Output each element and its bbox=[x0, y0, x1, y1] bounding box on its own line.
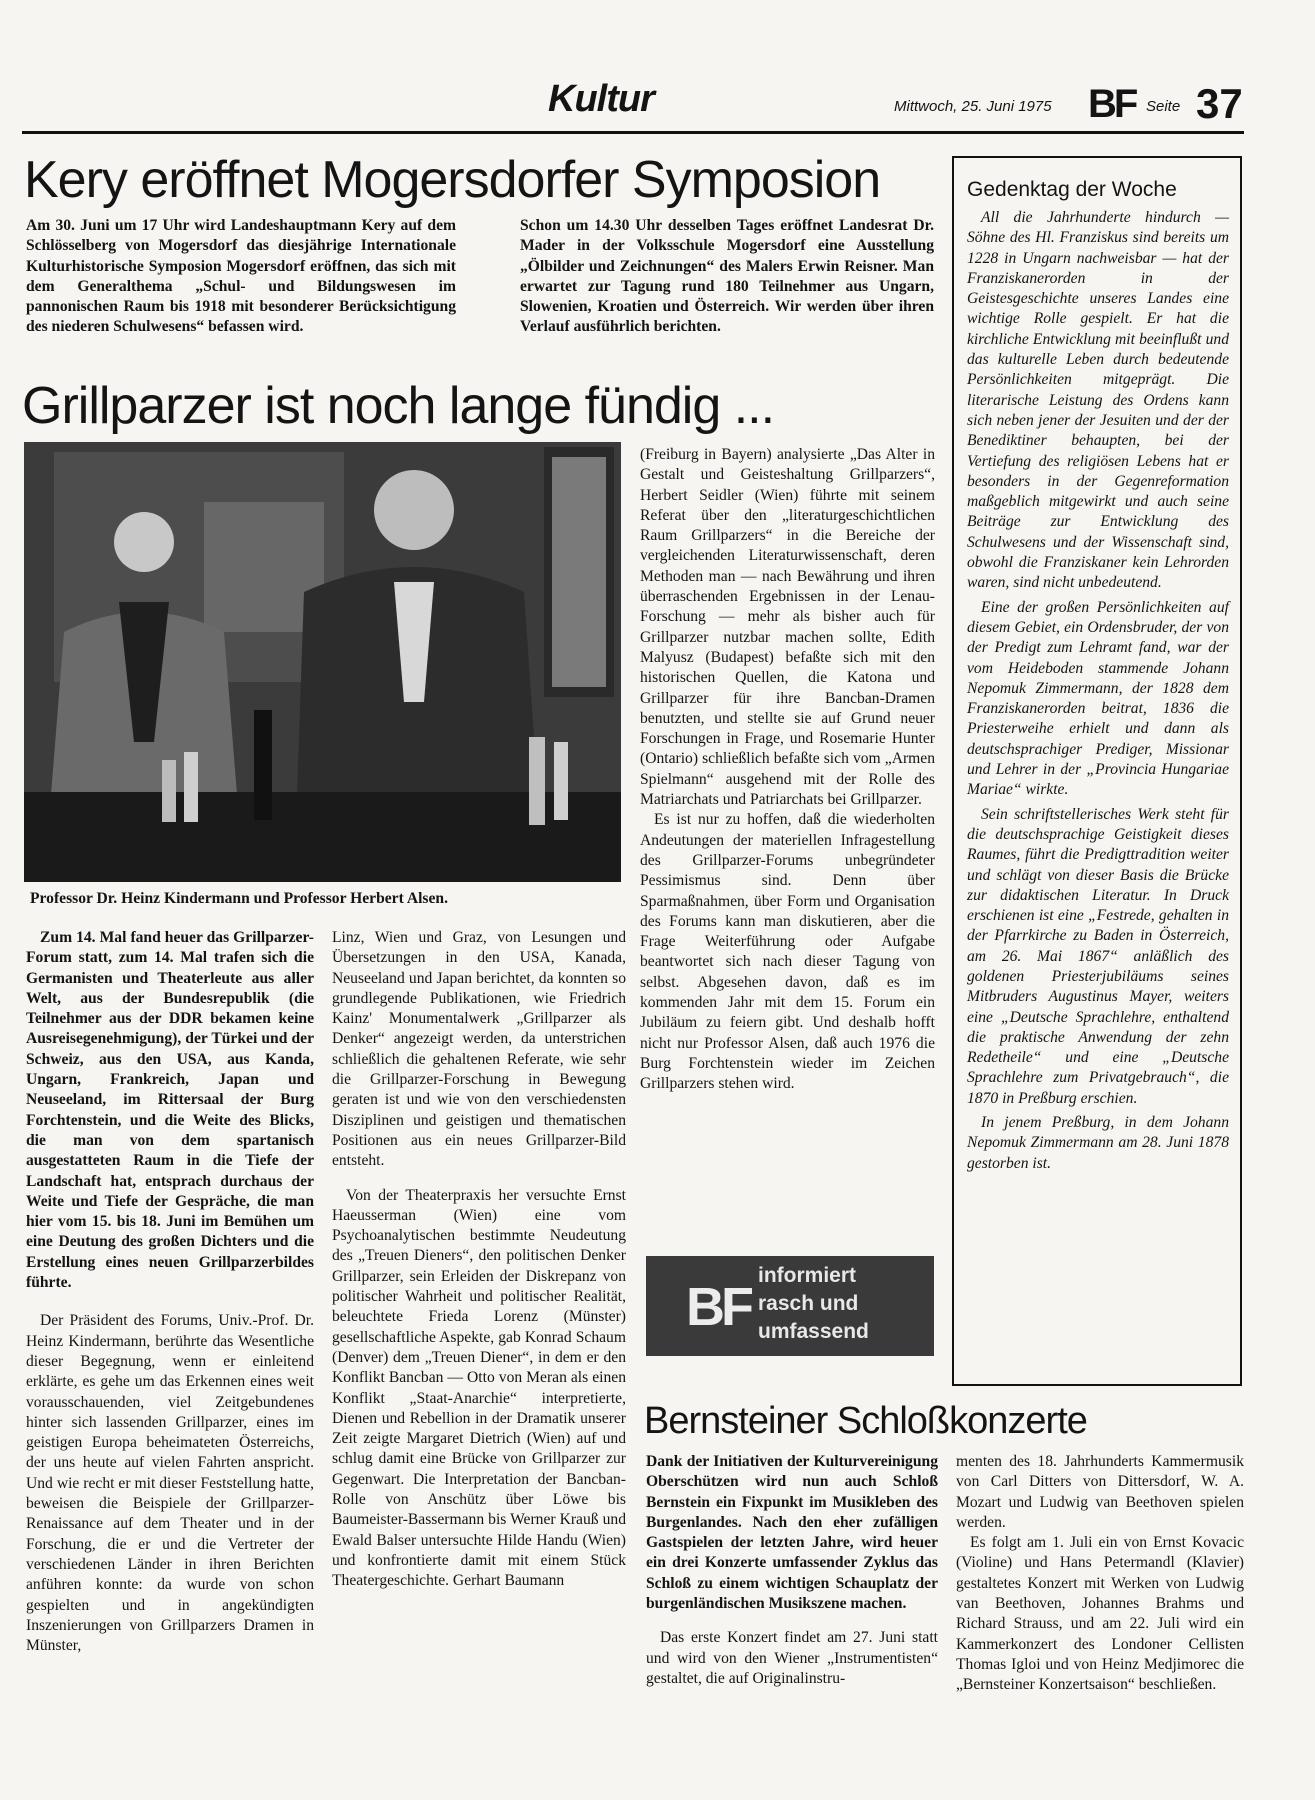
paragraph: All die Jahrhunderte hindurch — Söhne des Hl. Franziskus sind bereits um 1228 in Ungarn nachweisbar — hat der Franziskanerorden in der Geistesgeschichte unseres Landes eine wichtige Rolle gespielt. Er hat die kirchliche Entwicklung mit beeinflußt und das kulturelle Leben durch bedeutende Persönlichkeiten mitgeprägt. Die literarische Leistung des Ordens kann sich neben jener der Jesuiten und der der Benediktiner behaupten, bei der Vertiefung des religiösen Lebens hat er besonders in der Gegenreformation maßgeblich mitgewirkt und auch seine Beiträge zur Entwicklung des Schulwesens und der Wissenschaft sind, obwohl die Franziskaner kein Lehrorden waren, sind nicht unbedeutend. bbox=[967, 209, 1229, 592]
paragraph: Linz, Wien und Graz, von Lesungen und Übersetzungen in den USA, Kanada, Neuseeland und Japan berichtet, da konnten so grundlegende Publikationen, wie Friedrich Kainz' Monumentalwerk „Grillparzer als Denker“ angezeigt werden, da unterstrichen schließlich die gehaltenen Referate, wie sehr die Grillparzer-Forschung in Bewegung geraten ist und wie von den verschiedensten Disziplinen und geistigen und thematischen Positionen aus ein neues Grillparzer-Bild entsteht. bbox=[332, 929, 626, 1170]
paragraph: Sein schriftstellerisches Werk steht für die deutschsprachige Geistigkeit dieses Raumes, führt die Predigttradition weiter und schlägt von dieser Basis die Brücke zur didaktischen Literatur. In Druck erschienen ist eine „Festrede, gehalten in der Pfarrkirche zu Baden in Österreich, am 26. Mai 1867“ anläßlich des goldenen Priesterjubiläums seines Mitbruders Augustinus Mayer, weiters eine „Deutsche Sprachlehre, enthaltend die praktische Anwendung der zehn Redetheile“ und eine „Deutsche Sprachlehre zum Privatgebrauch“, die 1870 in Preßburg erschien. bbox=[967, 805, 1229, 1107]
issue-date: Mittwoch, 25. Juni 1975 bbox=[894, 98, 1052, 115]
article3-col1 bbox=[646, 1452, 938, 1772]
article2-col-b bbox=[332, 928, 626, 1766]
sidebar-text bbox=[967, 208, 1229, 1174]
photo-illustration bbox=[24, 442, 621, 882]
section-title: Kultur bbox=[548, 78, 654, 120]
article1-headline: Kery eröffnet Mogersdorfer Symposion bbox=[24, 151, 881, 209]
paragraph: Von der Theaterpraxis her versuchte Ernst Haeusserman (Wien) eine vom Psychoanalytischen bestimmte Neudeutung des „Treuen Dieners“, den politischen Denker Grillparzer, sein Erleiden der Diskrepanz von politischer Wahrheit und politischer Realität, beleuchtete Frieda Lorenz (Münster) gesellschaftliche Aspekte, gab Konrad Schaum (Denver) dem „Treuen Diener“, in dem er den Konflikt Bancban — Otto von Meran als einen Konflikt „Staat-Anarchie“ interpretierte, Dienen und Rebellion in der Dramatik unserer Zeit zeigte Margaret Dietrich (Wien) auf und schlug damit eine Brücke von Grillparzer zur Gegenwart. Die Interpretation der Bancban-Rolle von Anschütz über Löwe bis Baumeister-Bassermann bis Werner Krauß und Ewald Balser untersuchte Hilde Handu (Wien) und konfrontierte damit mit einem Stück Theatergeschichte. Gerhart Baumann bbox=[332, 1186, 626, 1590]
paragraph: Dank der Initiativen der Kulturvereinigung Oberschützen wird nun auch Schloß Bernstein ein Fixpunkt im Musikleben des Burgenlandes. Nach den eher zufälligen Gastspielen der letzten Jahre, wird heuer ein drei Konzerte umfassender Zyklus das Schloß zu einem wichtigen Schauplatz der burgenländischen Musikszene machen. bbox=[646, 1453, 938, 1613]
page-number: 37 bbox=[1196, 80, 1243, 127]
paragraph: Der Präsident des Forums, Univ.-Prof. Dr. Heinz Kindermann, berührte das Wesentliche dieser Begegnung, wenn er einleitend erklärte, es gehe um das Erkennen eines weit vorausschauenden, viel Zeitgebundenes hinter sich lassenden Grillparzer, eines im geistigen Europa beheimateten Österreichs, der uns heute auf vielen Fahrten anspricht. Und wie recht er mit dieser Feststellung hatte, beweisen die Beispiele der Grillparzer-Renaissance auf dem Theater und in der Forschung, die er und die Vertreter der verschiedenen Länder in ihren Berichten anführen konnte: da wurde von schon gespielten und in angekündigten Inszenierungen von Grillparzers Dramen in Münster, bbox=[26, 1312, 314, 1655]
article2-right-col bbox=[640, 445, 935, 1233]
paragraph: Das erste Konzert findet am 27. Juni statt und wird von den Wiener „Instrumentisten“ gestaltet, die auf Originalinstru- bbox=[646, 1629, 938, 1687]
paragraph: Eine der großen Persönlichkeiten auf diesem Gebiet, ein Ordensbruder, der von der Predigt zum Lehramt fand, war der vom Heideboden stammende Johann Nepomuk Zimmermann, der 1828 dem Franziskanerorden beitrat, 1836 die Priesterweihe erhielt und dann als deutschsprachiger Prediger, Missionar und Lehrer in der „Provincia Hungariae Mariae“ wirkte. bbox=[967, 598, 1229, 799]
article3-col2 bbox=[956, 1452, 1244, 1772]
paragraph: Es ist nur zu hoffen, daß die wiederholten Andeutungen der materiellen Infragestellung des Grillparzer-Forums unbegründeter Pessimismus sind. Denn über Sparmaßnahmen, über Form und Organisation des Forums kann man diskutieren, aber die Frage Weiterführung oder Aufgabe beantwortet sich nach dieser Tagung von selbst. Abgesehen davon, daß es im kommenden Jahr mit dem 15. Forum ein Jubiläum zu feiern gibt. Und deshalb hofft nicht nur Professor Alsen, daß auch 1976 die Burg Forchtenstein wieder im Zeichen Grillparzers stehen wird. bbox=[640, 811, 935, 1093]
sidebar-title: Gedenktag der Woche bbox=[967, 178, 1177, 201]
article1-col1: Am 30. Juni um 17 Uhr wird Landeshauptmann Kery auf dem Schlösselberg von Mogersdorf das diesjährige Internationale Kulturhistorische Symposion Mogersdorf eröffnen, das sich mit dem Generalthema „Schul- und Bildungswesen im pannonischen Raum bis 1918 mit besonderer Berücksichtigung des niederen Schulwesens“ befassen wird. bbox=[26, 217, 456, 336]
sidebar-box bbox=[952, 156, 1242, 1386]
ad-logo: BF bbox=[686, 1277, 750, 1337]
page-label: Seite bbox=[1146, 98, 1181, 115]
paragraph: In jenem Preßburg, in dem Johann Nepomuk Zimmermann am 28. Juni 1878 gestorben ist. bbox=[967, 1114, 1229, 1172]
paragraph: (Freiburg in Bayern) analysierte „Das Alter in Gestalt und Geisteshaltung Grillparzers“, Herbert Seidler (Wien) führte mit seinem Referat über den „literaturgeschichtlichen Raum Grillparzers“ in die Bereiche der vergleichenden Literaturwissenschaft, deren Methoden man — nach Bewährung und ihren überraschenden Ergebnissen in der Lenau-Forschung — mehr als bisher auch für Grillparzer nutzbar machen sollte, Edith Malyusz (Budapest) befaßte sich mit den historischen Quellen, die Katona und Grillparzer für ihre Bancban-Dramen benutzten, und stellte sie auf Grund neuer Forschungen in Frage, und Rosemarie Hunter (Ontario) schließlich befaßte sich vom „Armen Spielmann“ ausgehend mit der Rolle des Matriarchats und Patriarchats bei Grillparzer. bbox=[640, 446, 935, 809]
article2-headline: Grillparzer ist noch lange fündig ... bbox=[22, 377, 775, 435]
ad-line2: rasch und bbox=[758, 1292, 859, 1315]
paragraph: menten des 18. Jahrhunderts Kammermusik von Carl Ditters von Dittersdorf, W. A. Mozart und Ludwig van Beethoven spielen werden. bbox=[956, 1453, 1244, 1531]
ad-line3: umfassend bbox=[758, 1320, 869, 1343]
article3-headline: Bernsteiner Schloßkonzerte bbox=[644, 1400, 1087, 1442]
newspaper-logo: BF bbox=[1088, 82, 1136, 126]
article1-col2: Schon um 14.30 Uhr desselben Tages eröffnet Landesrat Dr. Mader in der Volksschule Mogersdorf eine Ausstellung „Ölbilder und Zeichnungen“ des Malers Erwin Reisner. Man erwartet zur Tagung rund 180 Teilnehmer aus Ungarn, Slowenien, Kroatien und Österreich. Wir werden über ihren Verlauf ausführlich berichten. bbox=[520, 217, 934, 336]
article2-photo bbox=[24, 442, 621, 882]
paragraph: Es folgt am 1. Juli ein von Ernst Kovacic (Violine) und Hans Petermandl (Klavier) gestaltetes Konzert mit Werken von Ludwig van Beethoven, Johannes Brahms und Richard Strauss, und am 22. Juli wird ein Kammerkonzert des Londoner Cellisten Thomas Igloi und von Heinz Medjimorec die „Bernsteiner Konzertsaison“ beschließen. bbox=[956, 1534, 1244, 1694]
paragraph: Zum 14. Mal fand heuer das Grillparzer-Forum statt, zum 14. Mal trafen sich die Germanisten und Theaterleute aus aller Welt, aus der Bundesrepublik (die Teilnehmer aus der DDR bekamen keine Ausreisegenehmigung), der Türkei und der Schweiz, aus den USA, aus Kanda, Ungarn, Frankreich, Japan und Neuseeland, im Rittersaal der Burg Forchtenstein, und die Weite des Blicks, die man von dem spartanisch ausgestatteten Raum in die Tiefe der Landschaft hat, entsprach durchaus der Weite und Tiefe der Gespräche, die man hier vom 15. bis 18. Juni im Bemühen um eine Deutung des großen Dichters und die Erstellung eines neuen Grillparzerbildes führte. bbox=[26, 929, 314, 1292]
ad-line1: informiert bbox=[758, 1264, 857, 1287]
header-rule bbox=[22, 131, 1244, 134]
article2-col-a bbox=[26, 928, 314, 1766]
photo-caption: Professor Dr. Heinz Kindermann und Professor Herbert Alsen. bbox=[30, 890, 448, 907]
